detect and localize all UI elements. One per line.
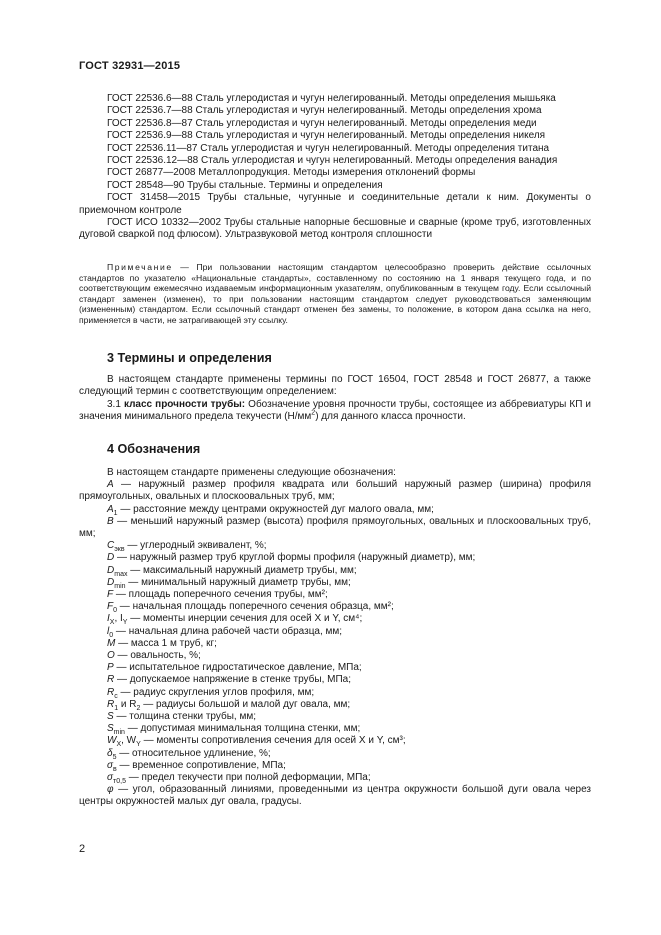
symbol-description: — площадь поперечного сечения трубы, мм²;	[113, 589, 328, 601]
symbol-subscript: 0	[109, 631, 114, 639]
symbol-subscript: 5	[112, 753, 117, 761]
symbol-description: — максимальный наружный диаметр трубы, мм;	[127, 564, 357, 576]
symbol: A	[107, 503, 114, 515]
symbol: D	[107, 576, 115, 588]
symbol: W	[107, 735, 117, 747]
symbol-subscript: Y	[122, 619, 128, 627]
symbol-item	[79, 650, 591, 662]
symbol-subscript: c	[114, 692, 118, 700]
symbol: D	[107, 564, 115, 576]
symbol-item	[79, 687, 591, 699]
term-name: класс прочности трубы:	[123, 398, 246, 410]
symbol-item	[79, 638, 591, 650]
symbol: l	[107, 625, 110, 637]
symbol-item	[79, 748, 591, 760]
symbol: P	[107, 662, 114, 674]
symbol-item	[79, 735, 591, 747]
symbol: C	[107, 540, 115, 552]
symbol: S	[107, 723, 114, 735]
symbol-subscript: min	[114, 582, 126, 590]
reference-item: ГОСТ 22536.7—88 Сталь углеродистая и чугун нелегированный. Методы определения хрома	[107, 105, 542, 117]
symbol: B	[107, 515, 114, 527]
section-terms	[79, 351, 591, 424]
symbol-subscript: в	[113, 765, 117, 773]
symbol-description: , I	[114, 613, 123, 625]
symbol-item	[79, 577, 591, 589]
symbol-description: — радиус скругления углов профиля, мм;	[117, 686, 315, 698]
symbol-description: — относительное удлинение, %;	[116, 747, 271, 759]
symbol-description: — испытательное гидростатическое давление, МПа;	[113, 662, 362, 674]
reference-item: ГОСТ 22536.9—88 Сталь углеродистая и чугун нелегированный. Методы определения никеля	[107, 130, 546, 142]
symbol: S	[107, 711, 114, 723]
symbol-subscript: X	[116, 741, 122, 749]
symbol-item	[79, 504, 591, 516]
symbol: R	[107, 698, 115, 710]
symbol-item	[79, 626, 591, 638]
symbol-item	[79, 699, 591, 711]
page-number: 2	[79, 843, 86, 855]
symbol-subscript: X	[109, 619, 115, 627]
symbol-subscript: Y	[136, 741, 141, 749]
symbol-description: , W	[121, 735, 137, 747]
symbol-description: — овальность, %;	[114, 650, 201, 662]
term-number: 3.1	[107, 398, 124, 410]
term-definition-superscript: 2	[311, 409, 316, 417]
symbol-subscript: экв	[114, 546, 125, 554]
symbol: F	[107, 589, 114, 601]
symbol-subscript: 0	[113, 607, 118, 615]
reference-item: ГОСТ 22536.12—88 Сталь углеродистая и чугун нелегированный. Методы определения ванадия	[107, 155, 558, 167]
symbol-description: — моменты инерции сечения для осей X и Y, см⁴;	[127, 613, 363, 625]
symbol-item	[79, 760, 591, 772]
symbol: φ	[107, 784, 114, 796]
reference-item: ГОСТ 26877—2008 Металлопродукция. Методы измерения отклонений формы	[107, 167, 476, 179]
symbol-description: — расстояние между центрами окружностей дуг малого овала, мм;	[117, 503, 434, 515]
symbol-description: — углеродный эквивалент, %;	[124, 540, 267, 552]
symbol-subscript: 1	[113, 509, 118, 517]
note-text: — При пользовании настоящим стандартом целесообразно проверить действие ссылочных стандартов по указателю «Национальные стандарты», составленному по состоянию на 1 января текущего года, и по соответствующим ежемесячно издаваемым информационным указателям, опубликованным в текущем году. Если ссылочный стандарт заменен (изменен), то при пользовании настоящим стандартом следует руководствоваться заменяющим (измененным) стандартом. Если ссылочный стандарт отменен без замены, то положение, в котором дана ссылка на него, применяется в части, не затрагивающей эту ссылку.	[79, 262, 591, 325]
symbol: D	[107, 552, 115, 564]
symbol-item	[79, 723, 591, 735]
symbol-item	[79, 552, 591, 564]
symbol-description: — предел текучести при полной деформации, МПа;	[125, 772, 371, 784]
symbol-description: — наружный размер профиля квадрата или больший наружный размер (ширина) профиля прямоугольных, овальных и плоскоовальных труб, мм;	[79, 479, 591, 503]
symbol-description: — допустимая минимальная толщина стенки, мм;	[124, 723, 361, 735]
symbol: σ	[107, 759, 114, 771]
symbol-item	[79, 540, 591, 552]
symbol-item	[79, 613, 591, 625]
symbol-subscript: max	[114, 570, 128, 578]
symbol-item	[79, 565, 591, 577]
section-3-title: 3 Термины и определения	[107, 351, 272, 365]
symbol-description: — наружный размер труб круглой формы профиля (наружный диаметр), мм;	[114, 552, 476, 564]
symbol-item	[79, 516, 591, 540]
symbol: R	[107, 686, 115, 698]
symbol-description: — начальная площадь поперечного сечения образца, мм²;	[117, 601, 394, 613]
references-note	[79, 262, 591, 326]
symbol-description: — радиусы большой и малой дуг овала, мм;	[140, 698, 351, 710]
reference-item: ГОСТ 31458—2015 Трубы стальные, чугунные и соединительные детали к ним. Документы о приемочном контроле	[79, 192, 591, 216]
section-symbols	[79, 442, 591, 809]
symbol-item	[79, 784, 591, 808]
symbol-item	[79, 479, 591, 503]
normative-references-list	[79, 93, 591, 242]
symbol-description: и R	[118, 698, 137, 710]
symbol-description: — масса 1 м труб, кг;	[115, 637, 217, 649]
symbol-item	[79, 674, 591, 686]
note-label: Примечание	[107, 262, 173, 272]
symbol-subscript: т0,5	[113, 778, 126, 786]
symbol-description: — допускаемое напряжение в стенке трубы, МПа;	[114, 674, 351, 686]
reference-item: ГОСТ 22536.11—87 Сталь углеродистая и чугун нелегированный. Методы определения титана	[107, 142, 550, 154]
section-4-title: 4 Обозначения	[107, 442, 201, 456]
symbol-item	[79, 772, 591, 784]
symbol-description: — минимальный наружный диаметр трубы, мм;	[125, 576, 351, 588]
reference-item: ГОСТ ИСО 10332—2002 Трубы стальные напорные бесшовные и сварные (кроме труб, изготовленных дуговой сваркой под флюсом). Ультразвуковой метод контроля сплошности	[79, 217, 591, 241]
term-definition-text: Обозначение уровня прочности трубы, состоящее из аббревиатуры КП и значения минимального предела текучести (Н/мм	[79, 398, 592, 423]
symbols-list	[79, 479, 591, 808]
symbol: R	[107, 674, 115, 686]
symbol-description: — временное сопротивление, МПа;	[116, 759, 286, 771]
section-3-intro: В настоящем стандарте применены термины по ГОСТ 16504, ГОСТ 28548 и ГОСТ 26877, а также следующий термин с соответствующим определением:	[79, 374, 591, 398]
symbol-description: — начальная длина рабочей части образца, мм;	[113, 625, 343, 637]
symbol-description: — моменты сопротивления сечения для осей X и Y, см³;	[140, 735, 406, 747]
symbol-description: — меньший наружный размер (высота) профиля прямоугольных, овальных и плоскоовальных труб, мм;	[79, 515, 591, 540]
section-4-intro: В настоящем стандарте применены следующие обозначения:	[107, 467, 396, 478]
symbol: M	[107, 637, 116, 649]
symbol-item	[79, 589, 591, 601]
symbol-subscript: min	[113, 729, 125, 737]
symbol: δ	[107, 747, 113, 759]
symbol: O	[107, 650, 115, 662]
symbol-item	[79, 601, 591, 613]
term-definition	[79, 399, 591, 424]
term-definition-text-end: ) для данного класса прочности.	[315, 411, 466, 423]
symbol: I	[107, 613, 110, 625]
symbol-item	[79, 711, 591, 723]
symbol: F	[107, 601, 114, 613]
symbol-subscript: 2	[136, 704, 141, 712]
symbol: A	[107, 479, 114, 491]
reference-item: ГОСТ 22536.8—87 Сталь углеродистая и чугун нелегированный. Методы определения меди	[107, 117, 537, 129]
reference-item: ГОСТ 28548—90 Трубы стальные. Термины и определения	[107, 179, 383, 191]
reference-item: ГОСТ 22536.6—88 Сталь углеродистая и чугун нелегированный. Методы определения мышьяка	[107, 93, 556, 104]
symbol: σ	[107, 772, 114, 784]
document-code-header: ГОСТ 32931—2015	[79, 60, 181, 72]
symbol-item	[79, 662, 591, 674]
symbol-description: — толщина стенки трубы, мм;	[113, 711, 256, 723]
symbol-description: — угол, образованный линиями, проведенными из центра окружности большой дуги овала через центры окружностей малых дуг овала, градусы.	[79, 784, 591, 808]
symbol-subscript: 1	[114, 704, 119, 712]
